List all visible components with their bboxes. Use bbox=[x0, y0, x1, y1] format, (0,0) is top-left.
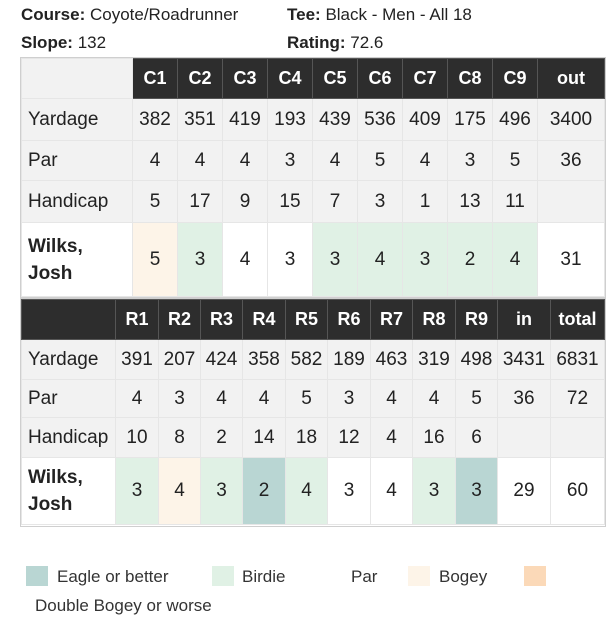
yardage-cell: 496 bbox=[493, 99, 538, 141]
front-hole-header: C9 bbox=[493, 59, 538, 99]
score-cell: 4 bbox=[493, 223, 538, 297]
score-cell: 4 bbox=[358, 223, 403, 297]
par-cell: 4 bbox=[243, 380, 286, 418]
player-name bbox=[22, 458, 116, 525]
score-cell: 4 bbox=[223, 223, 268, 297]
score-cell: 2 bbox=[243, 458, 286, 525]
score-cell: 5 bbox=[133, 223, 178, 297]
yardage-cell: 193 bbox=[268, 99, 313, 141]
back-player-row bbox=[22, 458, 605, 525]
front-hole-header: C4 bbox=[268, 59, 313, 99]
back-yardage-row bbox=[22, 340, 605, 380]
handicap-cell: 3 bbox=[358, 181, 403, 223]
birdie-legend-label: Birdie bbox=[242, 567, 286, 586]
score-cell: 3 bbox=[313, 223, 358, 297]
handicap-cell bbox=[538, 181, 605, 223]
yardage-cell: 3431 bbox=[498, 340, 551, 380]
rating-value: 72.6 bbox=[350, 33, 384, 52]
handicap-cell: 10 bbox=[116, 418, 159, 458]
tee-label: Tee: bbox=[287, 5, 321, 24]
in-total-cell: 29 bbox=[498, 458, 551, 525]
bogey-legend-label: Bogey bbox=[439, 567, 488, 586]
back-hole-header: R4 bbox=[243, 300, 286, 340]
score-cell: 3 bbox=[456, 458, 498, 525]
back-hole-header: R1 bbox=[116, 300, 159, 340]
par-cell: 3 bbox=[159, 380, 201, 418]
back-nine-scorecard bbox=[21, 299, 605, 525]
back-header-row bbox=[22, 300, 605, 340]
handicap-cell: 1 bbox=[403, 181, 448, 223]
front-hole-header: C5 bbox=[313, 59, 358, 99]
par-cell: 5 bbox=[456, 380, 498, 418]
score-cell: 3 bbox=[413, 458, 456, 525]
handicap-cell: 11 bbox=[493, 181, 538, 223]
row-label: Yardage bbox=[22, 340, 116, 380]
handicap-cell: 5 bbox=[133, 181, 178, 223]
back-header-blank bbox=[22, 300, 116, 340]
grand-total-cell: 60 bbox=[551, 458, 605, 525]
back-handicap-row bbox=[22, 418, 605, 458]
back-hole-header: R3 bbox=[201, 300, 243, 340]
score-cell: 3 bbox=[178, 223, 223, 297]
handicap-cell: 9 bbox=[223, 181, 268, 223]
back-par-row bbox=[22, 380, 605, 418]
handicap-cell bbox=[551, 418, 605, 458]
row-label: Par bbox=[22, 141, 133, 181]
par-cell: 4 bbox=[178, 141, 223, 181]
yardage-cell: 498 bbox=[456, 340, 498, 380]
yardage-cell: 419 bbox=[223, 99, 268, 141]
double-bogey-swatch bbox=[524, 566, 546, 586]
par-cell: 5 bbox=[286, 380, 328, 418]
score-cell: 4 bbox=[371, 458, 413, 525]
back-hole-header: R8 bbox=[413, 300, 456, 340]
par-cell: 4 bbox=[413, 380, 456, 418]
double-bogey-legend-label: Double Bogey or worse bbox=[35, 596, 212, 615]
yardage-cell: 536 bbox=[358, 99, 403, 141]
par-cell: 4 bbox=[201, 380, 243, 418]
score-cell: 3 bbox=[201, 458, 243, 525]
back-hole-header: R7 bbox=[371, 300, 413, 340]
player-first-name: Josh bbox=[28, 494, 73, 515]
bogey-swatch bbox=[408, 566, 430, 586]
par-cell: 4 bbox=[403, 141, 448, 181]
front-hole-header: C1 bbox=[133, 59, 178, 99]
front-header-blank bbox=[22, 59, 133, 99]
back-in-header: in bbox=[498, 300, 551, 340]
front-hole-header: C7 bbox=[403, 59, 448, 99]
score-cell: 3 bbox=[116, 458, 159, 525]
handicap-cell: 12 bbox=[328, 418, 371, 458]
yardage-cell: 358 bbox=[243, 340, 286, 380]
course-value: Coyote/Roadrunner bbox=[89, 5, 239, 24]
par-cell: 4 bbox=[116, 380, 159, 418]
yardage-cell: 3400 bbox=[538, 99, 605, 141]
par-cell: 4 bbox=[371, 380, 413, 418]
handicap-cell: 14 bbox=[243, 418, 286, 458]
par-cell: 4 bbox=[223, 141, 268, 181]
handicap-cell: 8 bbox=[159, 418, 201, 458]
back-total-header: total bbox=[551, 300, 605, 340]
yardage-cell: 463 bbox=[371, 340, 413, 380]
yardage-cell: 6831 bbox=[551, 340, 605, 380]
par-cell: 36 bbox=[538, 141, 605, 181]
rating-info bbox=[287, 33, 383, 53]
out-total-cell: 31 bbox=[538, 223, 605, 297]
front-header-row bbox=[22, 59, 605, 99]
handicap-cell: 7 bbox=[313, 181, 358, 223]
yardage-cell: 382 bbox=[133, 99, 178, 141]
par-legend-label: Par bbox=[351, 567, 378, 586]
par-cell: 3 bbox=[448, 141, 493, 181]
yardage-cell: 175 bbox=[448, 99, 493, 141]
player-first-name: Josh bbox=[28, 262, 73, 284]
handicap-cell bbox=[498, 418, 551, 458]
yardage-cell: 189 bbox=[328, 340, 371, 380]
slope-label: Slope: bbox=[21, 33, 73, 52]
player-name bbox=[22, 223, 133, 297]
score-cell: 3 bbox=[268, 223, 313, 297]
row-label: Par bbox=[22, 380, 116, 418]
score-cell: 2 bbox=[448, 223, 493, 297]
eagle-legend-label: Eagle or better bbox=[57, 567, 169, 586]
course-label: Course: bbox=[21, 5, 86, 24]
front-out-header: out bbox=[538, 59, 605, 99]
player-last-name: Wilks, bbox=[28, 467, 83, 488]
par-cell: 5 bbox=[493, 141, 538, 181]
front-par-row bbox=[22, 141, 605, 181]
yardage-cell: 409 bbox=[403, 99, 448, 141]
par-cell: 72 bbox=[551, 380, 605, 418]
rating-label: Rating: bbox=[287, 33, 346, 52]
handicap-cell: 16 bbox=[413, 418, 456, 458]
row-label: Handicap bbox=[22, 418, 116, 458]
front-hole-header: C6 bbox=[358, 59, 403, 99]
yardage-cell: 439 bbox=[313, 99, 358, 141]
tee-info bbox=[287, 5, 472, 25]
par-cell: 5 bbox=[358, 141, 403, 181]
player-last-name: Wilks, bbox=[28, 235, 83, 257]
front-hole-header: C3 bbox=[223, 59, 268, 99]
slope-info bbox=[21, 33, 106, 53]
handicap-cell: 13 bbox=[448, 181, 493, 223]
handicap-cell: 18 bbox=[286, 418, 328, 458]
back-hole-header: R6 bbox=[328, 300, 371, 340]
par-cell: 3 bbox=[328, 380, 371, 418]
front-hole-header: C2 bbox=[178, 59, 223, 99]
eagle-swatch bbox=[26, 566, 48, 586]
front-player-row bbox=[22, 223, 605, 297]
front-nine-scorecard bbox=[21, 58, 605, 297]
yardage-cell: 424 bbox=[201, 340, 243, 380]
yardage-cell: 582 bbox=[286, 340, 328, 380]
handicap-cell: 4 bbox=[371, 418, 413, 458]
birdie-swatch bbox=[212, 566, 234, 586]
row-label: Handicap bbox=[22, 181, 133, 223]
row-label: Yardage bbox=[22, 99, 133, 141]
par-cell: 36 bbox=[498, 380, 551, 418]
par-cell: 4 bbox=[313, 141, 358, 181]
course-info bbox=[21, 5, 238, 25]
front-handicap-row bbox=[22, 181, 605, 223]
score-cell: 4 bbox=[286, 458, 328, 525]
slope-value: 132 bbox=[77, 33, 107, 52]
handicap-cell: 2 bbox=[201, 418, 243, 458]
par-cell: 4 bbox=[133, 141, 178, 181]
front-yardage-row bbox=[22, 99, 605, 141]
handicap-cell: 15 bbox=[268, 181, 313, 223]
yardage-cell: 319 bbox=[413, 340, 456, 380]
back-hole-header: R9 bbox=[456, 300, 498, 340]
handicap-cell: 17 bbox=[178, 181, 223, 223]
front-hole-header: C8 bbox=[448, 59, 493, 99]
yardage-cell: 207 bbox=[159, 340, 201, 380]
back-hole-header: R2 bbox=[159, 300, 201, 340]
score-cell: 3 bbox=[328, 458, 371, 525]
score-cell: 4 bbox=[159, 458, 201, 525]
yardage-cell: 391 bbox=[116, 340, 159, 380]
score-cell: 3 bbox=[403, 223, 448, 297]
handicap-cell: 6 bbox=[456, 418, 498, 458]
tee-value: Black - Men - All 18 bbox=[325, 5, 472, 24]
par-cell: 3 bbox=[268, 141, 313, 181]
back-hole-header: R5 bbox=[286, 300, 328, 340]
yardage-cell: 351 bbox=[178, 99, 223, 141]
